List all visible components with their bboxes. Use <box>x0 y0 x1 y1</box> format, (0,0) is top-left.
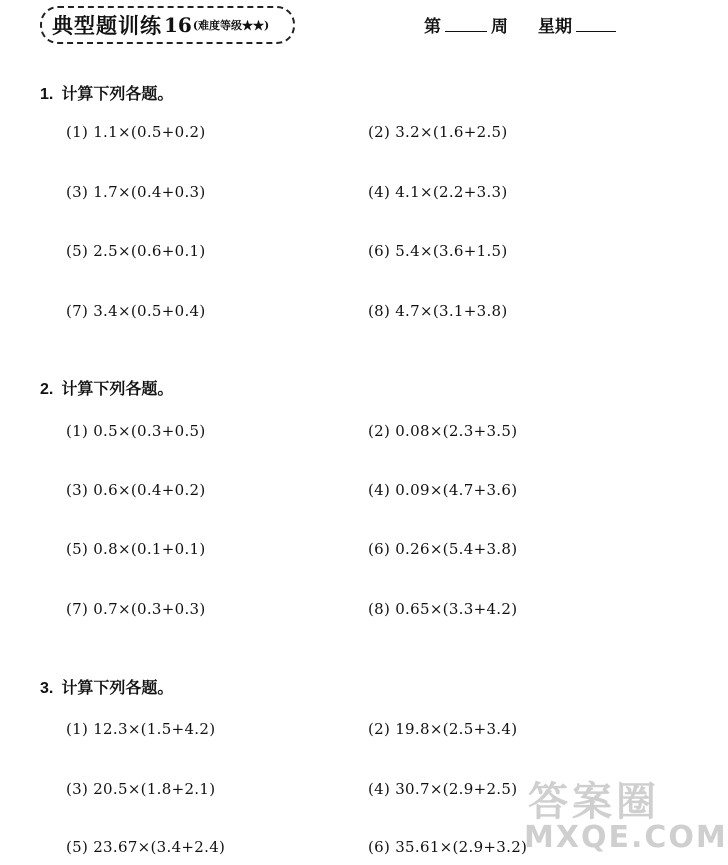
watermark-logo-text: 答案圈 <box>528 779 660 825</box>
title-badge <box>40 6 295 44</box>
problem-item: (4) 4.1×(2.2+3.3) <box>368 183 508 201</box>
week-blank[interactable] <box>445 13 487 32</box>
problem-item: (1) 0.5×(0.3+0.5) <box>66 422 206 440</box>
problem-item: (5) 23.67×(3.4+2.4) <box>66 838 226 856</box>
difficulty-label: (难度等级★★) <box>192 19 270 32</box>
problem-item: (2) 3.2×(1.6+2.5) <box>368 123 508 141</box>
problem-item: (6) 0.26×(5.4+3.8) <box>368 540 518 558</box>
watermark-url: MXQE.COM <box>524 820 728 855</box>
page-header <box>0 0 701 60</box>
problem-item: (3) 1.7×(0.4+0.3) <box>66 183 206 201</box>
week-prefix: 第 <box>424 17 441 37</box>
problem-item: (5) 0.8×(0.1+0.1) <box>66 540 206 558</box>
week-label: 周 <box>491 17 508 37</box>
problem-item: (7) 3.4×(0.5+0.4) <box>66 302 206 320</box>
section-title: 3. 计算下列各题。 <box>40 678 174 697</box>
problem-item: (6) 5.4×(3.6+1.5) <box>368 242 508 260</box>
problem-item: (8) 0.65×(3.3+4.2) <box>368 600 518 618</box>
problem-item: (4) 0.09×(4.7+3.6) <box>368 481 518 499</box>
problem-item: (2) 19.8×(2.5+3.4) <box>368 720 518 738</box>
section-title: 2. 计算下列各题。 <box>40 379 174 398</box>
problem-item: (3) 20.5×(1.8+2.1) <box>66 780 216 798</box>
watermark <box>520 770 728 860</box>
problem-item: (8) 4.7×(3.1+3.8) <box>368 302 508 320</box>
problem-item: (1) 1.1×(0.5+0.2) <box>66 123 206 141</box>
problem-item: (1) 12.3×(1.5+4.2) <box>66 720 216 738</box>
problem-item: (2) 0.08×(2.3+3.5) <box>368 422 518 440</box>
problem-item: (7) 0.7×(0.3+0.3) <box>66 600 206 618</box>
problem-item: (3) 0.6×(0.4+0.2) <box>66 481 206 499</box>
problem-item: (6) 35.61×(2.9+3.2) <box>368 838 528 856</box>
problem-item: (5) 2.5×(0.6+0.1) <box>66 242 206 260</box>
weekday-label: 星期 <box>538 17 572 37</box>
title-number: 16 <box>164 13 192 37</box>
problem-item: (4) 30.7×(2.9+2.5) <box>368 780 518 798</box>
section-title: 1. 计算下列各题。 <box>40 84 174 103</box>
page-title: 典型题训练 <box>52 13 162 38</box>
weekday-blank[interactable] <box>576 13 616 32</box>
week-day-fields <box>424 12 616 37</box>
